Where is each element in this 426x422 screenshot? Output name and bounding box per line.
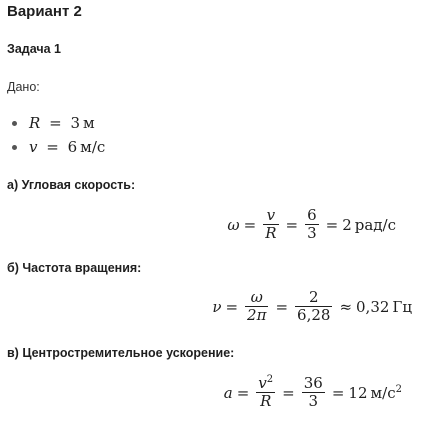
fraction-symbolic [245,289,268,324]
velocity-symbol: v [29,138,38,156]
numerator: $v^2$ [258,374,274,392]
equals-sign: = [236,383,250,402]
part-c-heading: в) Центростремительное ускорение: [7,346,235,360]
equals-sign: = [331,383,345,402]
page-title: Вариант 2 [7,3,82,20]
fraction-symbolic [256,375,275,410]
fraction-numeric [295,289,332,324]
denominator: 6,28 [297,306,331,324]
acceleration-symbol: a [223,383,233,402]
equals-sign: = [225,297,239,316]
exponent: 2 [395,383,402,395]
omega-symbol: ω [227,215,240,234]
numerator: 6 [307,206,317,224]
result-value: 0,32 [356,297,390,316]
velocity-unit: м/с [80,138,106,156]
result-value: 12 [348,383,368,402]
equals-sign: = [49,114,62,132]
radius-unit: м [82,114,95,132]
denominator: 3 [307,224,317,242]
equals-sign: = [243,215,257,234]
numerator: 36 [303,374,323,392]
result-unit: рад/с [354,215,396,234]
equals-sign: = [282,383,295,402]
given-label: Дано: [7,80,40,94]
denominator: R [265,224,277,242]
approx-sign: ≈ [339,297,353,316]
radius-value: 3 [70,114,80,132]
formula-angular-velocity [227,207,396,242]
bullet-icon [12,121,17,126]
equals-sign: = [275,297,289,316]
nu-symbol: ν [212,297,222,316]
formula-frequency [212,289,412,324]
denominator: 2π [247,306,267,324]
equals-sign: = [325,215,339,234]
result-unit: Гц [392,297,412,316]
part-b-heading: б) Частота вращения: [7,261,142,275]
numerator: 2 [308,288,319,306]
fraction-symbolic [263,207,278,242]
result-unit: $м/с^2$ [370,383,402,402]
equals-sign: = [285,215,299,234]
numerator: v [266,206,276,224]
equals-sign: = [46,138,59,156]
denominator: R [260,392,272,410]
task-heading: Задача 1 [7,42,61,56]
result-value: 2 [342,215,352,234]
fraction-numeric [302,375,325,410]
bullet-icon [12,145,17,150]
part-a-heading: а) Угловая скорость: [7,178,136,192]
denominator: 3 [308,392,319,410]
formula-centripetal-acceleration [224,375,402,410]
numerator: ω [250,288,263,306]
exponent: 2 [266,374,274,385]
fraction-numeric [305,207,319,242]
radius-symbol: R [29,114,41,132]
velocity-value: 6 [67,138,78,156]
